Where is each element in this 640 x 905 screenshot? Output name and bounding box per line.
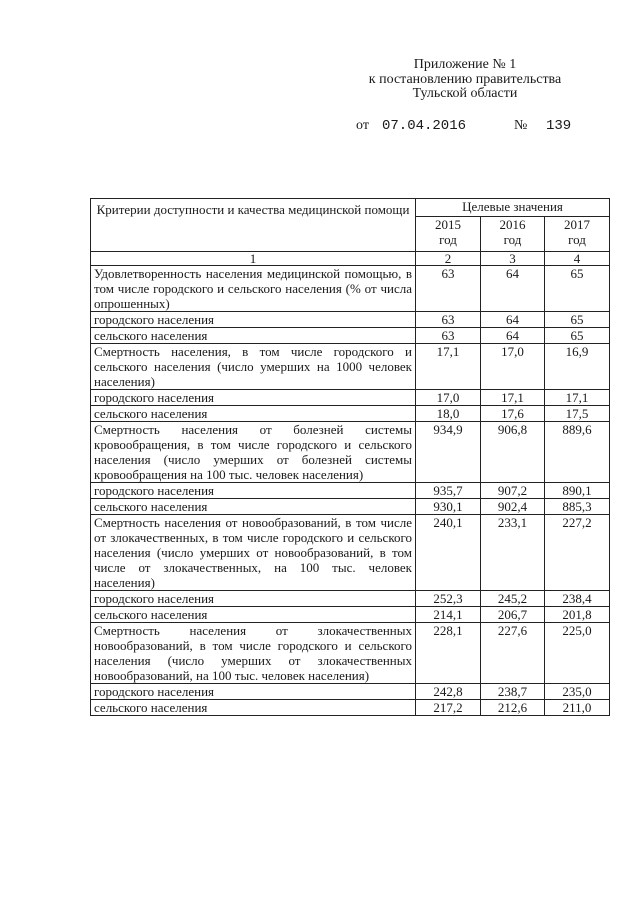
table-row	[91, 266, 610, 312]
table-row	[91, 312, 610, 328]
value-2017-cell: 16,9	[545, 344, 610, 390]
year-unit: год	[568, 232, 586, 247]
decree-from-label: от	[356, 118, 369, 133]
value-2017-cell: 65	[545, 328, 610, 344]
criterion-cell: сельского населения	[91, 607, 416, 623]
appendix-heading	[340, 58, 590, 102]
criterion-cell: городского населения	[91, 684, 416, 700]
value-2017-cell: 211,0	[545, 700, 610, 716]
value-2016-cell: 64	[481, 312, 545, 328]
value-2017-cell: 890,1	[545, 483, 610, 499]
value-2016-cell: 17,6	[481, 406, 545, 422]
decree-date: 07.04.2016	[382, 118, 467, 134]
header-targets: Целевые значения	[416, 199, 610, 217]
table-row	[91, 483, 610, 499]
criterion-cell: сельского населения	[91, 499, 416, 515]
table-row	[91, 328, 610, 344]
value-2016-cell: 227,6	[481, 623, 545, 684]
table-row	[91, 344, 610, 390]
value-2017-cell: 227,2	[545, 515, 610, 591]
criterion-cell: сельского населения	[91, 328, 416, 344]
table-row	[91, 390, 610, 406]
value-2017-cell: 225,0	[545, 623, 610, 684]
decree-reference	[356, 118, 586, 136]
appendix-region: Тульской области	[412, 86, 518, 101]
value-2015-cell: 252,3	[416, 591, 481, 607]
value-2016-cell: 906,8	[481, 422, 545, 483]
year-value: 2015	[435, 217, 461, 232]
year-unit: год	[503, 232, 522, 247]
table-row	[91, 515, 610, 591]
appendix-reference: к постановлению правительства	[368, 71, 562, 87]
value-2015-cell: 240,1	[416, 515, 481, 591]
value-2017-cell: 889,6	[545, 422, 610, 483]
value-2017-cell: 238,4	[545, 591, 610, 607]
year-value: 2016	[499, 217, 526, 232]
decree-number-sign: №	[514, 118, 528, 133]
year-value: 2017	[564, 217, 590, 232]
value-2015-cell: 242,8	[416, 684, 481, 700]
value-2015-cell: 18,0	[416, 406, 481, 422]
value-2016-cell: 17,0	[481, 344, 545, 390]
value-2017-cell: 65	[545, 266, 610, 312]
value-2016-cell: 206,7	[481, 607, 545, 623]
decree-number: 139	[546, 118, 572, 134]
criterion-cell: городского населения	[91, 312, 416, 328]
table-row	[91, 684, 610, 700]
value-2017-cell: 17,5	[545, 406, 610, 422]
criterion-cell: Удовлетворенность населения медицинской помощью, в том числе городского и сельского населения (% от числа опрошенных)	[91, 266, 416, 312]
value-2017-cell: 65	[545, 312, 610, 328]
value-2015-cell: 63	[416, 328, 481, 344]
value-2015-cell: 17,1	[416, 344, 481, 390]
table-row	[91, 406, 610, 422]
value-2015-cell: 217,2	[416, 700, 481, 716]
value-2016-cell: 238,7	[481, 684, 545, 700]
value-2015-cell: 214,1	[416, 607, 481, 623]
column-number-row	[91, 252, 610, 266]
value-2015-cell: 934,9	[416, 422, 481, 483]
criterion-cell: городского населения	[91, 483, 416, 499]
criteria-table	[90, 198, 610, 716]
criterion-cell: сельского населения	[91, 700, 416, 716]
criterion-cell: сельского населения	[91, 406, 416, 422]
column-number: 2	[416, 252, 481, 266]
table-row	[91, 607, 610, 623]
column-number: 3	[481, 252, 545, 266]
criterion-cell: Смертность населения от болезней системы кровообращения, в том числе городского и сельского населения (число умерших от болезней системы кровообращения на 100 тыс. человек населения)	[91, 422, 416, 483]
value-2016-cell: 64	[481, 328, 545, 344]
header-criteria: Критерии доступности и качества медицинской помощи	[91, 199, 416, 252]
appendix-title: Приложение № 1	[413, 57, 517, 72]
value-2015-cell: 63	[416, 312, 481, 328]
table-row	[91, 623, 610, 684]
value-2015-cell: 228,1	[416, 623, 481, 684]
value-2016-cell: 902,4	[481, 499, 545, 515]
value-2017-cell: 235,0	[545, 684, 610, 700]
value-2015-cell: 17,0	[416, 390, 481, 406]
value-2016-cell: 233,1	[481, 515, 545, 591]
value-2016-cell: 212,6	[481, 700, 545, 716]
year-unit: год	[439, 232, 457, 247]
column-number: 4	[545, 252, 610, 266]
value-2016-cell: 64	[481, 266, 545, 312]
value-2015-cell: 930,1	[416, 499, 481, 515]
value-2016-cell: 17,1	[481, 390, 545, 406]
criterion-cell: городского населения	[91, 591, 416, 607]
value-2015-cell: 935,7	[416, 483, 481, 499]
value-2017-cell: 885,3	[545, 499, 610, 515]
value-2015-cell: 63	[416, 266, 481, 312]
header-year-2017	[545, 217, 610, 252]
table-row	[91, 499, 610, 515]
table-row	[91, 700, 610, 716]
value-2016-cell: 245,2	[481, 591, 545, 607]
column-number: 1	[91, 252, 416, 266]
criterion-cell: Смертность населения от злокачественных новообразований, в том числе городского и сельского населения (число умерших от злокачественных новообразований, на 100 тыс. человек населения)	[91, 623, 416, 684]
criteria-rows	[91, 266, 610, 716]
header-year-2016	[481, 217, 545, 252]
criterion-cell: городского населения	[91, 390, 416, 406]
criterion-cell: Смертность населения от новообразований, в том числе от злокачественных, в том числе городского и сельского населения (число умерших от новообразований, в том числе от злокачественных, на 100 тыс. человек населения)	[91, 515, 416, 591]
header-year-2015	[416, 217, 481, 252]
value-2017-cell: 17,1	[545, 390, 610, 406]
table-row	[91, 422, 610, 483]
value-2016-cell: 907,2	[481, 483, 545, 499]
table-row	[91, 591, 610, 607]
value-2017-cell: 201,8	[545, 607, 610, 623]
criterion-cell: Смертность населения, в том числе городского и сельского населения (число умерших на 1000 человек населения)	[91, 344, 416, 390]
